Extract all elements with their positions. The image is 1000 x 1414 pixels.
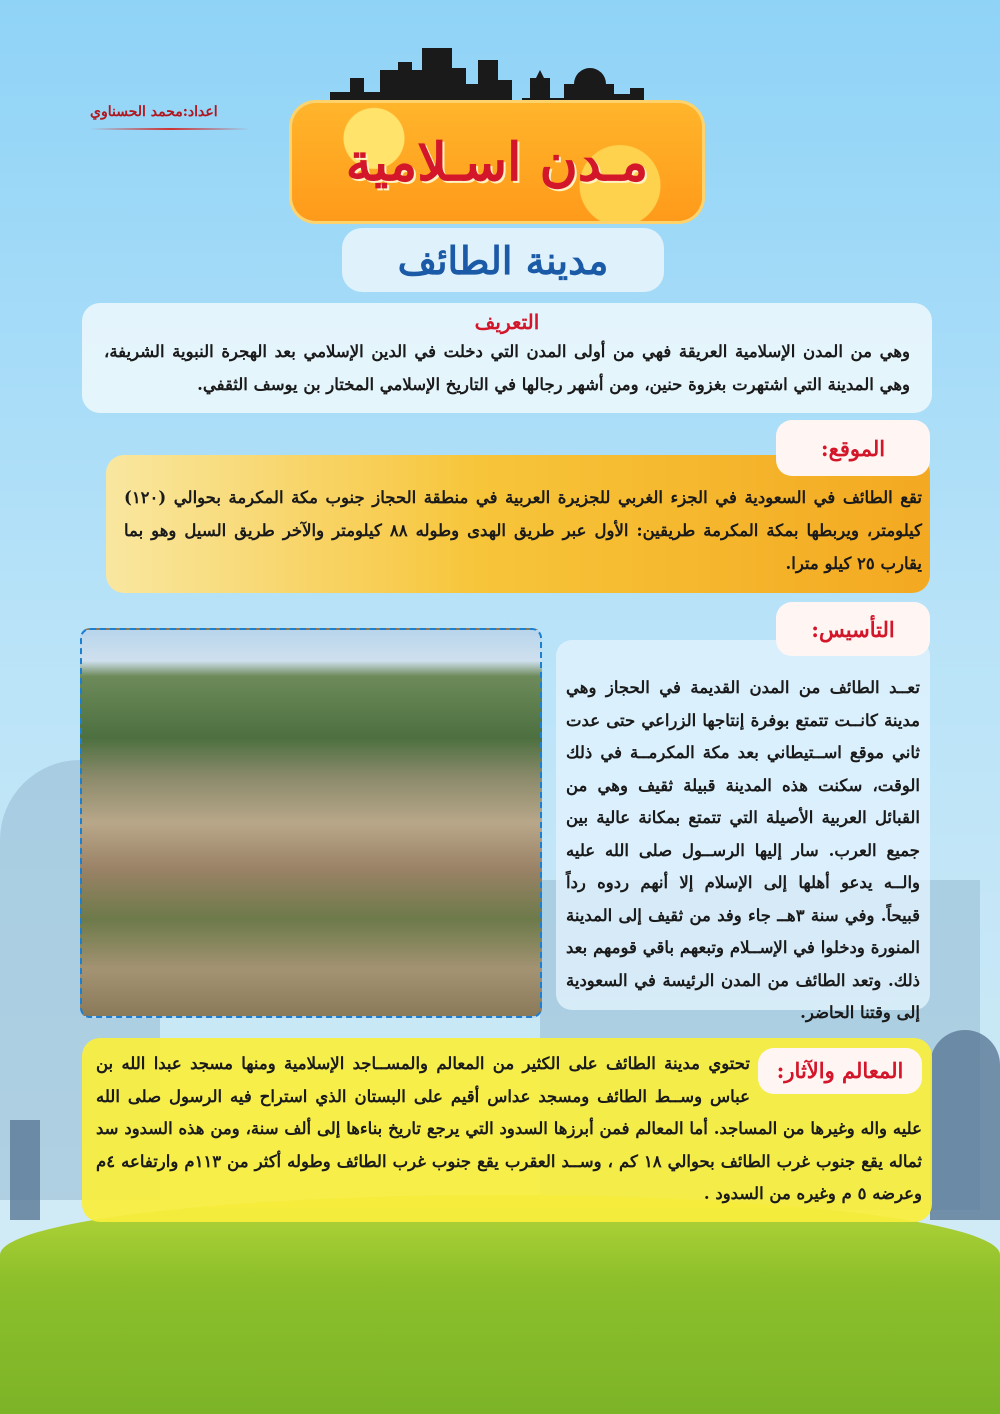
author-credit: اعداد:محمد الحسناوي [90,104,218,120]
mosque-silhouette [930,1030,1000,1220]
city-title-banner [342,228,664,292]
landmarks-heading: المعالم والآثار: [758,1048,922,1094]
series-title-banner [292,103,702,221]
definition-section [82,303,932,413]
series-title: مـدن اسـلامية [345,131,649,193]
minaret-silhouette [10,1120,40,1220]
landmarks-text: تحتوي مدينة الطائف على الكثير من المعالم والمســاجد الإسلامية ومنها مسجد عبدا الله بن عباس وســط الطائف ومسجد عداس أقيم على البستان الذي استراح فيه الرسول صلى الله عليه واله وغيرها من المساجد. أما المعالم فمن أبرزها السدود التي يرجع تاريخ بناءها إلى ألف سنة، ومن هذه السدود سد ثماله يقع جنوب غرب الطائف بحوالي ١٨ كم ، وســد العقرب يقع جنوب غرب الطائف وطوله أكثر من ١١٣م وارتفاعه ٤م وعرضه ٥ م وغيره من السدود . [96,1054,923,1203]
location-text: تقع الطائف في السعودية في الجزء الغربي للجزيرة العربية في منطقة الحجاز جنوب مكة المكرمة بحوالي (١٢٠) كيلومتر، ويربطها بمكة المكرمة طريقين: الأول عبر طريق الهدى وطوله ٨٨ كيلومتر والآخر طريق السيل وهو بما يقارب ٢٥ كيلو مترا. [124,488,922,573]
landmarks-section [82,1038,932,1222]
divider [90,128,250,130]
foundation-heading: التأسيس: [776,602,930,656]
location-heading: الموقع: [776,420,930,476]
city-title: مدينة الطائف [397,237,609,283]
definition-text: وهي من المدن الإسلامية العريقة فهي من أولى المدن التي دخلت في الدين الإسلامي بعد الهجرة النبوية الشريفة، وهي المدينة التي اشتهرت بغزوة حنين، ومن أشهر رجالها في التاريخ الإسلامي المختار بن يوسف الثقفي. [104,342,910,394]
green-hill [0,1195,1000,1414]
definition-heading: التعريف [474,310,540,334]
foundation-text: تعــد الطائف من المدن القديمة في الحجاز وهي مدينة كانــت تتمتع بوفرة إنتاجها الزراعي حتى عدت ثاني موقع اســتيطاني بعد مكة المكرمــة في ذلك الوقت، سكنت هذه المدينة قبيلة ثقيف وهي من القبائل العربية الأصيلة التي تتمتع بمكانة عالية بين جميع العرب. سار إليها الرســول صلى الله عليه والــه يدعو أهلها إلى الإسلام إلا أنهم ردوه رداً قبيحاً. وفي سنة ٣هــ جاء وفد من ثقيف إلى المدينة المنورة ودخلوا في الإســلام وتبعهم باقي قومهم بعد ذلك. وتعد الطائف من المدن الرئيسة في السعودية إلى وقتنا الحاضر. [566,678,920,1022]
city-skyline-icon [330,48,690,104]
foundation-section [556,640,930,1022]
taif-landscape-photo [80,628,542,1018]
